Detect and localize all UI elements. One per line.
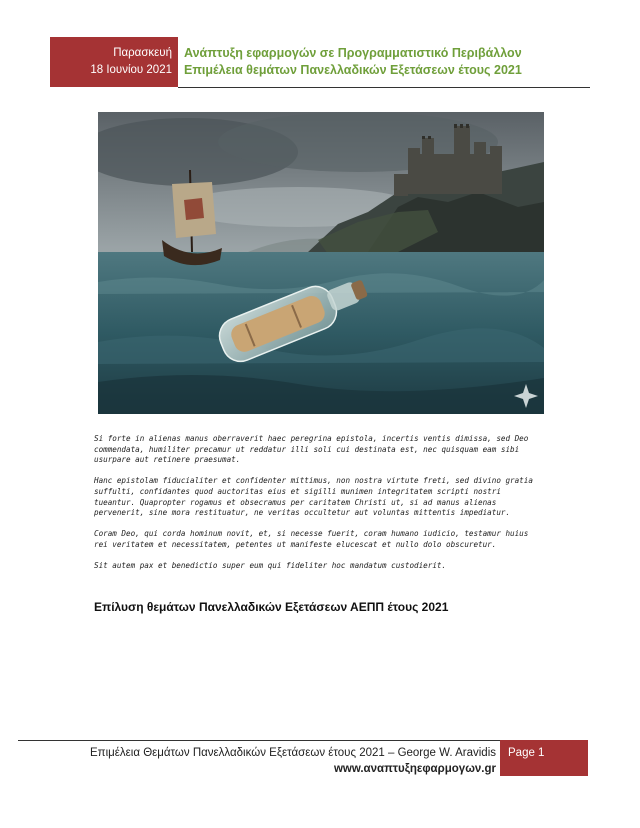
hero-image: [98, 112, 544, 414]
paragraph: Hanc epistolam fiducialiter et confidenter mittimus, non nostra virtute freti, sed divino gratia suffulti, confidantes quod auctoritas eius et sigilli munimen integritatem scripti nostri tueantur. Quapropter rogamus et obsecramus per caritatem Christi ut, si ad manus alienas pervenerit, sine mora restituatur, ne veritas occultetur aut voluntas mittentis impediatur.: [94, 476, 533, 518]
header-date-box: [50, 37, 178, 87]
page-number-badge: Page 1: [500, 740, 588, 776]
paragraph: Si forte in alienas manus oberraverit haec peregrina epistola, incertis ventis dimissa, sed Deo commendata, humiliter precamur ut reddatur illi soli cui destinata est, nec quisquam eam sibi usurpare aut retinere praesumat.: [94, 434, 529, 465]
footer-credit: Επιμέλεια Θεμάτων Πανελλαδικών Εξετάσεων έτους 2021 – George W. Aravidis: [90, 747, 496, 759]
sea-castle-illustration: [98, 112, 544, 414]
paragraph: Sit autem pax et benedictio super eum qui fideliter hoc mandatum custodierit.: [94, 561, 447, 571]
footer-divider: [18, 740, 500, 741]
section-heading: Επίλυση θεμάτων Πανελλαδικών Εξετάσεων ΑΕΠΠ έτους 2021: [94, 600, 449, 614]
header-title-line1: Ανάπτυξη εφαρμογών σε Προγραμματιστικό Περιβάλλον: [184, 46, 522, 60]
footer-website-link[interactable]: www.αναπτυξηεφαρμογων.gr: [333, 763, 496, 775]
paragraph: Coram Deo, qui corda hominum novit, et, si necesse fuerit, coram humano iudicio, testamur huius rei veritatem et necessitatem, petentes ut manifeste elucescat et nullo dolo obscuretur.: [94, 529, 529, 549]
footer-text: [60, 745, 496, 777]
header-title-line2: Επιμέλεια θεμάτων Πανελλαδικών Εξετάσεων έτους 2021: [184, 63, 522, 77]
header-title: [184, 45, 604, 79]
letter-text: [94, 434, 546, 582]
header-divider: [178, 87, 590, 88]
header-day: Παρασκευή: [113, 47, 172, 59]
header-date: 18 Ιουνίου 2021: [90, 64, 172, 76]
